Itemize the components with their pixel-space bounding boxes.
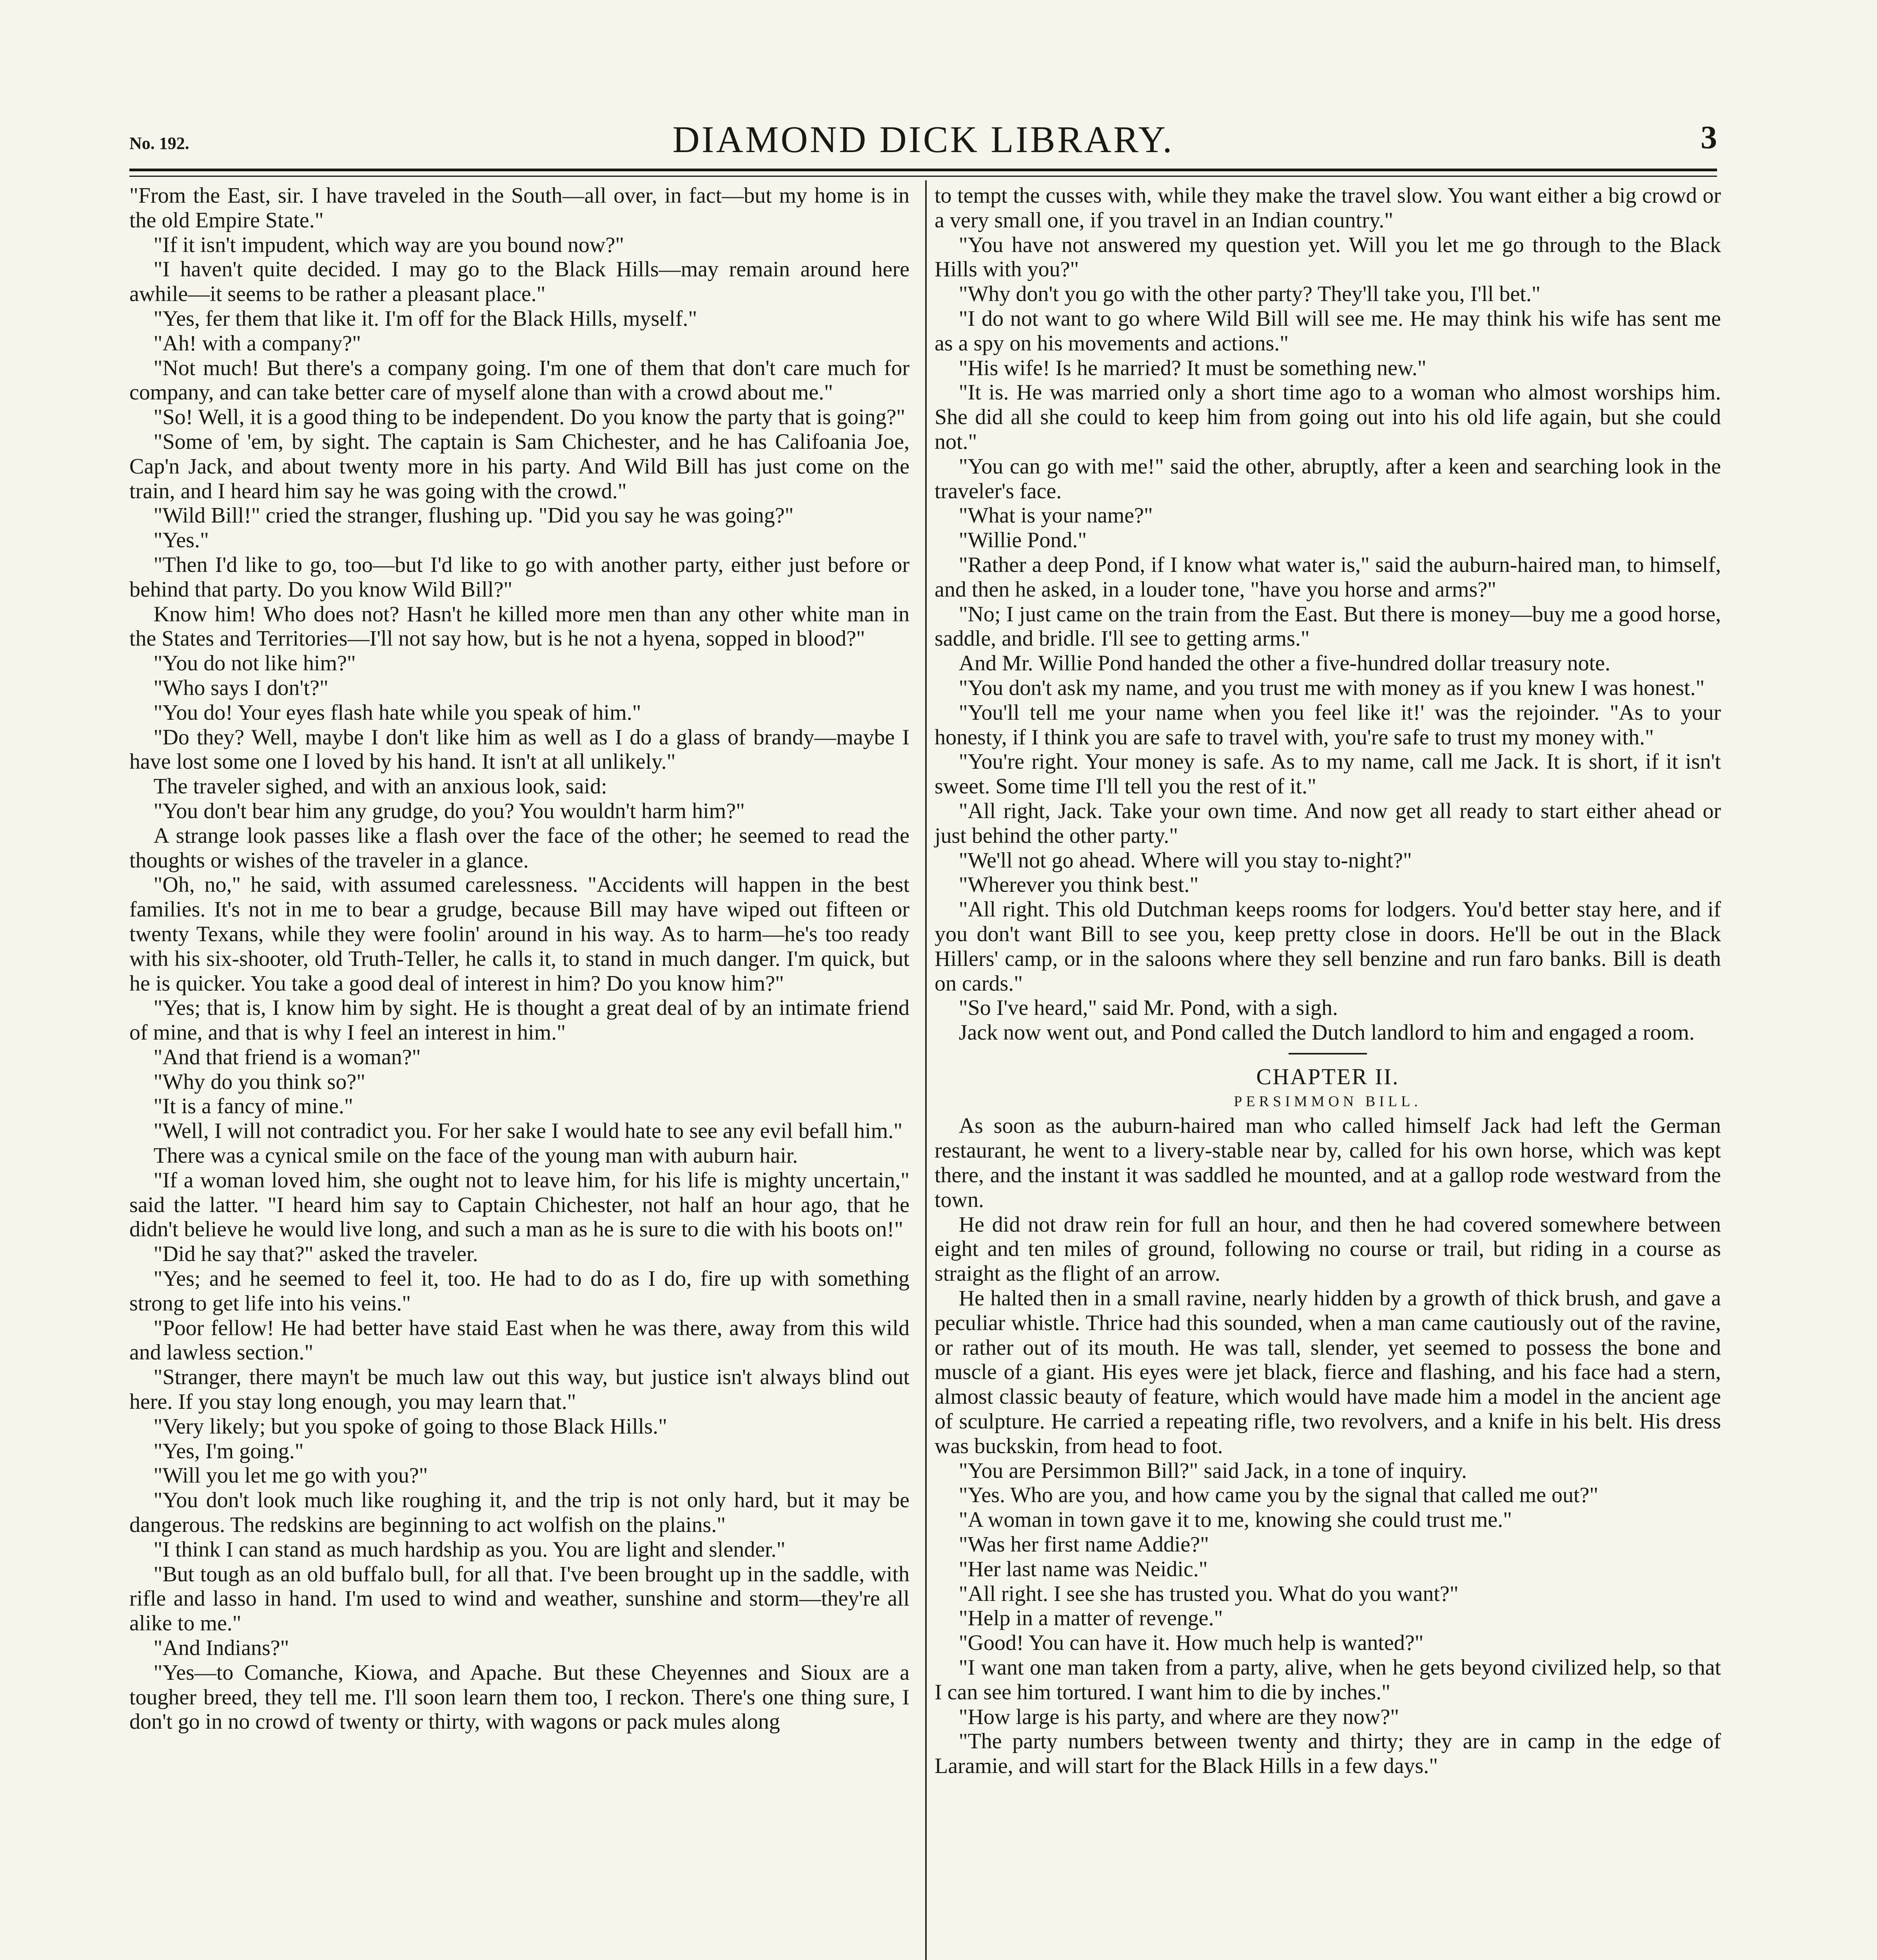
paragraph: "Why do you think so?" — [153, 1069, 365, 1094]
paragraph: "Did he say that?" asked the traveler. — [153, 1242, 478, 1267]
paragraph: "Yes, I'm going." — [153, 1439, 304, 1463]
paragraph: A strange look passes like a flash over the face of the other; he seemed to read the thoughts or wishes of the traveler in a glance. — [129, 823, 909, 873]
paragraph: "Who says I don't?" — [153, 675, 329, 700]
paragraph: "Willie Pond." — [958, 528, 1087, 553]
publication-title: DIAMOND DICK LIBRARY. — [672, 118, 1174, 160]
paragraph: "Yes; and he seemed to feel it, too. He had to do as I do, fire up with something strong to get life into his veins." — [129, 1267, 909, 1316]
paragraph: "Yes—to Comanche, Kiowa, and Apache. But these Cheyennes and Sioux are a tougher breed, they tell me. I'll soon learn them too, I reckon. There's one thing sure, I don't go in no crowd of twenty or thirty, with wagons or pack mules along — [129, 1660, 909, 1734]
paragraph: "You can go with me!" said the other, abruptly, after a keen and searching look in the traveler's face. — [935, 454, 1721, 503]
paragraph: "If it isn't impudent, which way are you bound now?" — [153, 232, 624, 257]
paragraph: "I think I can stand as much hardship as you. You are light and slender." — [153, 1537, 786, 1562]
chapter-title: CHAPTER II. — [1256, 1063, 1400, 1089]
paragraph: "You don't ask my name, and you trust me with money as if you knew I was honest." — [958, 675, 1705, 700]
right-text-part-a — [935, 183, 1721, 1045]
paragraph: "Very likely; but you spoke of going to those Black Hills." — [153, 1414, 667, 1439]
paragraph: "All right, Jack. Take your own time. And now get all ready to start either ahead or just behind the other party." — [935, 799, 1721, 848]
paragraph: "And that friend is a woman?" — [153, 1045, 421, 1069]
paragraph: "Why don't you go with the other party? They'll take you, I'll bet." — [958, 282, 1541, 307]
paragraph: "What is your name?" — [958, 503, 1153, 528]
paragraph: "Wild Bill!" cried the stranger, flushing up. "Did you say he was going?" — [153, 503, 794, 528]
paragraph: "Yes. Who are you, and how came you by the signal that called me out?" — [958, 1483, 1599, 1508]
page-header — [129, 118, 1717, 169]
paragraph: "How large is his party, and where are they now?" — [958, 1704, 1399, 1729]
paragraph: "Well, I will not contradict you. For her sake I would hate to see any evil befall him." — [153, 1119, 903, 1143]
paragraph: "Help in a matter of revenge." — [958, 1606, 1223, 1631]
paragraph: "Yes, fer them that like it. I'm off for the Black Hills, myself." — [153, 306, 697, 331]
paragraph: "From the East, sir. I have traveled in the South—all over, in fact—but my home is in the old Empire State." — [129, 183, 909, 232]
paragraph: "Her last name was Neidic." — [958, 1557, 1208, 1581]
paragraph: "I haven't quite decided. I may go to the Black Hills—may remain around here awhile—it seems to be rather a pleasant place." — [129, 257, 909, 307]
paragraph: "Yes; that is, I know him by sight. He is thought a great deal of by an intimate friend of mine, and that is why I feel an interest in him." — [129, 996, 909, 1045]
paragraph: "You are Persimmon Bill?" said Jack, in a tone of inquiry. — [958, 1458, 1467, 1483]
paragraph: "You have not answered my question yet. Will you let me go through to the Black Hills with you?" — [935, 232, 1721, 282]
right-text-column — [935, 183, 1721, 1779]
paragraph: "Do they? Well, maybe I don't like him as well as I do a glass of brandy—maybe I have lost some one I loved by his hand. It isn't at all unlikely." — [129, 725, 909, 774]
paragraph: As soon as the auburn-haired man who called himself Jack had left the German restaurant, he went to a livery-stable near by, called for his own horse, which was kept there, and the instant it was saddled he mounted, and at a gallop rode westward from the town. — [935, 1114, 1721, 1212]
paragraph: "A woman in town gave it to me, knowing she could trust me." — [958, 1508, 1512, 1532]
paragraph: "No; I just came on the train from the East. But there is money—buy me a good horse, saddle, and bridle. I'll see to getting arms." — [935, 602, 1721, 651]
header-rule-thin — [129, 176, 1717, 177]
paragraph: "I do not want to go where Wild Bill will see me. He may think his wife has sent me as a spy on his movements and actions." — [935, 306, 1721, 356]
paragraph: "You do not like him?" — [153, 651, 356, 676]
right-text-part-b — [935, 1114, 1721, 1779]
paragraph: "Poor fellow! He had better have staid East when he was there, away from this wild and lawless section." — [129, 1316, 909, 1365]
paragraph: "It is. He was married only a short time ago to a woman who almost worships him. She did all she could to keep him from going out into his old life again, but she could not." — [935, 380, 1721, 454]
column-divider — [925, 180, 927, 1960]
paragraph: "Some of 'em, by sight. The captain is Sam Chichester, and he has Califoania Joe, Cap'n Jack, and about twenty more in his party. And Wild Bill has just come on the train, and I heard him say he was going with the crowd." — [129, 429, 909, 503]
paragraph: "So! Well, it is a good thing to be independent. Do you know the party that is going?" — [153, 405, 906, 430]
issue-number: No. 192. — [129, 134, 189, 153]
paragraph: "But tough as an old buffalo bull, for all that. I've been brought up in the saddle, with rifle and lasso in hand. I'm used to wind and weather, sunshine and storm—they're all alike to me." — [129, 1562, 909, 1636]
paragraph: "And Indians?" — [153, 1636, 289, 1661]
paragraph: "Wherever you think best." — [958, 873, 1199, 897]
paragraph: "Oh, no," he said, with assumed carelessness. "Accidents will happen in the best families. It's not in me to bear a grudge, because Bill may have wiped out fifteen or twenty Texans, while they were foolin' around in his way. As to harm—he's too ready with his six-shooter, old Truth-Teller, he calls it, to stand in much danger. I'm quick, but he is quicker. You take a good deal of interest in him? Do you know him?" — [129, 873, 909, 996]
left-text-column — [129, 183, 909, 1734]
paragraph: The traveler sighed, and with an anxious look, said: — [153, 774, 607, 799]
paragraph: And Mr. Willie Pond handed the other a five-hundred dollar treasury note. — [958, 651, 1610, 676]
paragraph: He did not draw rein for full an hour, and then he had covered somewhere between eight and ten miles of ground, following no course or trail, but riding in a course as straight as the flight of an arrow. — [935, 1212, 1721, 1286]
paragraph: "Then I'd like to go, too—but I'd like to go with another party, either just before or behind that party. Do you know Wild Bill?" — [129, 552, 909, 602]
paragraph: "So I've heard," said Mr. Pond, with a sigh. — [958, 996, 1338, 1020]
paragraph: "Rather a deep Pond, if I know what water is," said the auburn-haired man, to himself, and then he asked, in a louder tone, "have you horse and arms?" — [935, 552, 1721, 602]
paragraph: "Ah! with a company?" — [153, 331, 361, 356]
paragraph: "I want one man taken from a party, alive, when he gets beyond civilized help, so that I can see him tortured. I want him to die by inches." — [935, 1655, 1721, 1704]
paragraph: "You're right. Your money is safe. As to my name, call me Jack. It is short, if it isn't sweet. Some time I'll tell you the rest of it." — [935, 750, 1721, 799]
paragraph: "If a woman loved him, she ought not to leave him, for his life is mighty uncertain," said the latter. "I heard him say to Captain Chichester, not half an hour ago, that he didn't believe he would live long, and such a man as he is sure to die with his boots on!" — [129, 1168, 909, 1242]
paragraph: "Not much! But there's a company going. I'm one of them that don't care much for company, and can take better care of myself alone than with a crowd about me." — [129, 356, 909, 405]
paragraph: "Stranger, there mayn't be much law out this way, but justice isn't always blind out here. If you stay long enough, you may learn that." — [129, 1365, 909, 1414]
header-rule-thick — [129, 169, 1717, 171]
paragraph: "Good! You can have it. How much help is wanted?" — [958, 1631, 1424, 1655]
paragraph: "It is a fancy of mine." — [153, 1094, 353, 1119]
paragraph: "You'll tell me your name when you feel like it!' was the rejoinder. "As to your honesty, if I think you are safe to travel with, you're safe to trust my money with." — [935, 700, 1721, 750]
paragraph: "You don't bear him any grudge, do you? You wouldn't harm him?" — [153, 799, 745, 823]
paragraph: "All right. I see she has trusted you. What do you want?" — [958, 1581, 1459, 1606]
paragraph: "We'll not go ahead. Where will you stay to-night?" — [958, 848, 1412, 873]
paragraph: He halted then in a small ravine, nearly hidden by a growth of thick brush, and gave a peculiar whistle. Thrice had this sounded, when a man came cautiously out of the ravine, or rather out of its mouth. He was tall, slender, yet seemed to possess the bone and muscle of a giant. His eyes were jet black, fierce and flashing, and his face had a stern, almost classic beauty of feature, which would have made him a model in the ancient age of sculpture. He carried a repeating rifle, two revolvers, and a knife in his belt. His dress was buckskin, from head to foot. — [935, 1286, 1721, 1458]
paragraph: to tempt the cusses with, while they make the travel slow. You want either a big crowd or a very small one, if you travel in an Indian country." — [935, 183, 1721, 232]
paragraph: "You don't look much like roughing it, and the trip is not only hard, but it may be dangerous. The redskins are beginning to act wolfish on the plains." — [129, 1488, 909, 1537]
paragraph: Know him! Who does not? Hasn't he killed more men than any other white man in the States and Territories—I'll not say how, but is he not a hyena, sopped in blood?" — [129, 602, 909, 651]
chapter-rule — [1289, 1053, 1367, 1054]
chapter-subtitle: PERSIMMON BILL. — [1234, 1093, 1422, 1110]
paragraph: "Was her first name Addie?" — [958, 1532, 1209, 1557]
paragraph: "Yes." — [153, 528, 209, 553]
paragraph: "You do! Your eyes flash hate while you speak of him." — [153, 700, 641, 725]
page-number: 3 — [1701, 119, 1717, 156]
paragraph: Jack now went out, and Pond called the Dutch landlord to him and engaged a room. — [958, 1020, 1695, 1045]
paragraph: "The party numbers between twenty and thirty; they are in camp in the edge of Laramie, and will start for the Black Hills in a few days." — [935, 1729, 1721, 1779]
paragraph: There was a cynical smile on the face of the young man with auburn hair. — [153, 1143, 798, 1168]
paragraph: "All right. This old Dutchman keeps rooms for lodgers. You'd better stay here, and if you don't want Bill to see you, keep pretty close in doors. He'll be out in the Black Hillers' camp, or in the saloons where they sell benzine and run faro banks. Bill is death on cards." — [935, 897, 1721, 996]
paragraph: "His wife! Is he married? It must be something new." — [958, 356, 1427, 380]
paragraph: "Will you let me go with you?" — [153, 1463, 428, 1488]
